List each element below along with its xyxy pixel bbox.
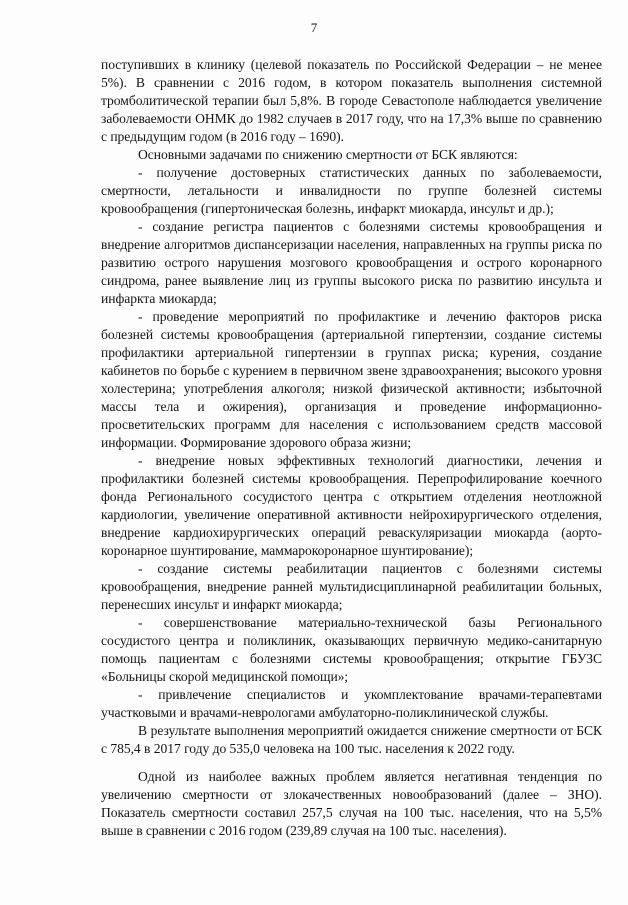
- paragraph-task-staffing: - привлечение специалистов и укомплектование врачами-терапевтами участковыми и врачами-неврологами амбулаторно-поликлинической службы.: [101, 687, 602, 720]
- document-body: [101, 56, 602, 840]
- paragraph-task-rehabilitation: - создание системы реабилитации пациентов с болезнями системы кровообращения, внедрение ранней мультидисциплинарной реабилитации больных, перенесших инсульт и инфаркт миокарда;: [101, 561, 602, 612]
- page-number: 7: [310, 20, 318, 35]
- paragraph-expected-result: В результате выполнения мероприятий ожидается снижение смертности от БСК с 785,4 в 2017 году до 535,0 человека на 100 тыс. населения к 2022 году.: [101, 723, 602, 756]
- paragraph-task-infrastructure: - совершенствование материально-технической базы Регионального сосудистого центра и поликлиник, оказывающих первичную медико-санитарную помощь пациентам с болезнями системы кровообращения; открытие ГБУЗС «Больницы скорой медицинской помощи»;: [101, 615, 602, 684]
- paragraph-task-technologies: - внедрение новых эффективных технологий диагностики, лечения и профилактики болезней системы кровообращения. Перепрофилирование коечного фонда Регионального сосудистого центра с открытием отделения неотложной кардиологии, увеличение оперативной активности нейрохирургического отделения, внедрение кардиохирургических операций реваскуляризации миокарда (аорто-коронарное шунтирование, маммарокоронарное шунтирование);: [101, 453, 602, 558]
- paragraph-task-prevention: - проведение мероприятий по профилактике и лечению факторов риска болезней системы кровообращения (артериальной гипертензии, создание системы профилактики артериальной гипертензии в группах риска; курения, создание кабинетов по борьбе с курением в первичном звене здравоохранения; высокого уровня холестерина; употребления алкоголя; низкой физической активности; избыточной массы тела и ожирения), организация и проведение информационно-просветительских программ для населения с использованием средств массовой информации. Формирование здорового образа жизни;: [101, 309, 602, 450]
- paragraph-continuation: поступивших в клинику (целевой показатель по Российской Федерации – не менее 5%). В сравнении с 2016 годом, в котором показатель выполнения системной тромболитической терапии был 5,8%. В городе Севастополе наблюдается увеличение заболеваемости ОНМК до 1982 случаев в 2017 году, что на 17,3% выше по сравнению с предыдущим годом (в 2016 году – 1690).: [101, 57, 602, 144]
- paragraph-tasks-intro: Основными задачами по снижению смертности от БСК являются:: [138, 147, 518, 162]
- paragraph-oncology: Одной из наиболее важных проблем является негативная тенденция по увеличению смертности от злокачественных новообразований (далее – ЗНО). Показатель смертности составил 257,5 случая на 100 тыс. населения, что на 5,5% выше в сравнении с 2016 годом (239,89 случая на 100 тыс. населения).: [101, 769, 602, 838]
- paragraph-task-statistics: - получение достоверных статистических данных по заболеваемости, смертности, летальности и инвалидности по группе болезней системы кровообращения (гипертоническая болезнь, инфаркт миокарда, инсульт и др.);: [101, 165, 602, 216]
- paragraph-task-registry: - создание регистра пациентов с болезнями системы кровообращения и внедрение алгоритмов диспансеризации населения, направленных на группы риска по развитию острого нарушения мозгового кровообращения и острого коронарного синдрома, ранее выявление лиц из группы высокого риска по развитию инсульта и инфаркта миокарда;: [101, 219, 602, 306]
